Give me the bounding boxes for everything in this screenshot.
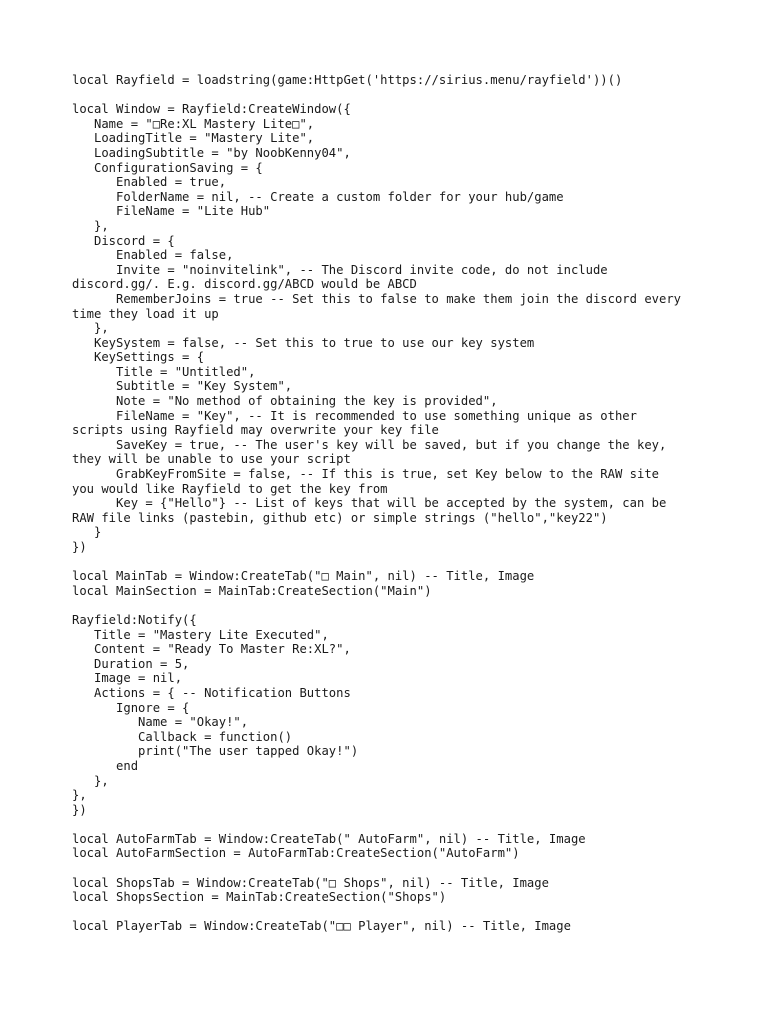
code-line: Image = nil, <box>72 671 183 686</box>
code-line: KeySettings = { <box>72 350 205 365</box>
code-line: LoadingTitle = "Mastery Lite", <box>72 131 315 146</box>
code-line: LoadingSubtitle = "by NoobKenny04", <box>72 145 351 160</box>
code-line: FileName = "Key", -- It is recommended to use something unique as other <box>72 408 637 423</box>
code-line: Name = "Okay!", <box>72 715 249 730</box>
code-line: they will be unable to use your script <box>72 452 351 467</box>
code-line: FileName = "Lite Hub" <box>72 204 271 219</box>
code-line: Subtitle = "Key System", <box>72 379 293 394</box>
code-line: }) <box>72 540 87 554</box>
code-listing <box>72 73 712 934</box>
code-line: FolderName = nil, -- Create a custom folder for your hub/game <box>72 189 564 204</box>
code-line: local MainTab = Window:CreateTab("□ Main", nil) -- Title, Image <box>72 569 535 584</box>
code-line <box>72 88 712 103</box>
code-line: Enabled = true, <box>72 175 227 190</box>
code-line: you would like Rayfield to get the key from <box>72 481 388 496</box>
code-line <box>72 861 712 876</box>
code-line: RAW file links (pastebin, github etc) or simple strings ("hello","key22") <box>72 510 608 525</box>
code-line: Discord = { <box>72 233 175 248</box>
code-line: discord.gg/. E.g. discord.gg/ABCD would be ABCD <box>72 277 417 292</box>
code-line: RememberJoins = true -- Set this to false to make them join the discord every <box>72 291 682 306</box>
code-line: time they load it up <box>72 306 219 321</box>
code-line: GrabKeyFromSite = false, -- If this is true, set Key below to the RAW site <box>72 467 659 482</box>
code-line <box>72 598 712 613</box>
code-line <box>72 555 712 570</box>
code-line: local MainSection = MainTab:CreateSection("Main") <box>72 583 432 598</box>
code-line: print("The user tapped Okay!") <box>72 744 359 759</box>
code-line: }, <box>72 773 109 788</box>
code-line: local Rayfield = loadstring(game:HttpGet('https://sirius.menu/rayfield'))() <box>72 73 623 87</box>
code-line: ConfigurationSaving = { <box>72 160 263 175</box>
code-line: Key = {"Hello"} -- List of keys that will be accepted by the system, can be <box>72 496 667 511</box>
code-line: local ShopsTab = Window:CreateTab("□ Shops", nil) -- Title, Image <box>72 875 549 890</box>
code-line: local Window = Rayfield:CreateWindow({ <box>72 102 351 117</box>
code-line: Content = "Ready To Master Re:XL?", <box>72 642 351 657</box>
code-line: Callback = function() <box>72 729 293 744</box>
code-line: Note = "No method of obtaining the key is provided", <box>72 394 498 409</box>
code-line: Ignore = { <box>72 700 190 715</box>
code-line <box>72 817 712 832</box>
code-line: } <box>72 525 102 540</box>
code-line: Rayfield:Notify({ <box>72 612 197 627</box>
code-line: }, <box>72 218 109 233</box>
code-line: }, <box>72 321 109 336</box>
code-line: Title = "Mastery Lite Executed", <box>72 627 329 642</box>
code-line: }, <box>72 788 87 803</box>
code-line: Title = "Untitled", <box>72 364 256 379</box>
code-line: }) <box>72 802 87 817</box>
code-line: Enabled = false, <box>72 248 234 263</box>
code-line: local AutoFarmTab = Window:CreateTab(" AutoFarm", nil) -- Title, Image <box>72 831 586 846</box>
code-line: KeySystem = false, -- Set this to true to use our key system <box>72 335 535 350</box>
code-line: local AutoFarmSection = AutoFarmTab:CreateSection("AutoFarm") <box>72 846 520 861</box>
code-line: Actions = { -- Notification Buttons <box>72 685 351 700</box>
code-line: Invite = "noinvitelink", -- The Discord invite code, do not include <box>72 262 608 277</box>
code-line: Name = "□Re:XL Mastery Lite□", <box>72 116 315 131</box>
code-line: Duration = 5, <box>72 656 190 671</box>
code-line <box>72 905 712 920</box>
code-line: local ShopsSection = MainTab:CreateSection("Shops") <box>72 890 447 905</box>
code-line: end <box>72 758 139 773</box>
code-line: SaveKey = true, -- The user's key will be saved, but if you change the key, <box>72 437 667 452</box>
code-line: scripts using Rayfield may overwrite your key file <box>72 423 439 438</box>
code-line: local PlayerTab = Window:CreateTab("□□ Player", nil) -- Title, Image <box>72 919 571 934</box>
